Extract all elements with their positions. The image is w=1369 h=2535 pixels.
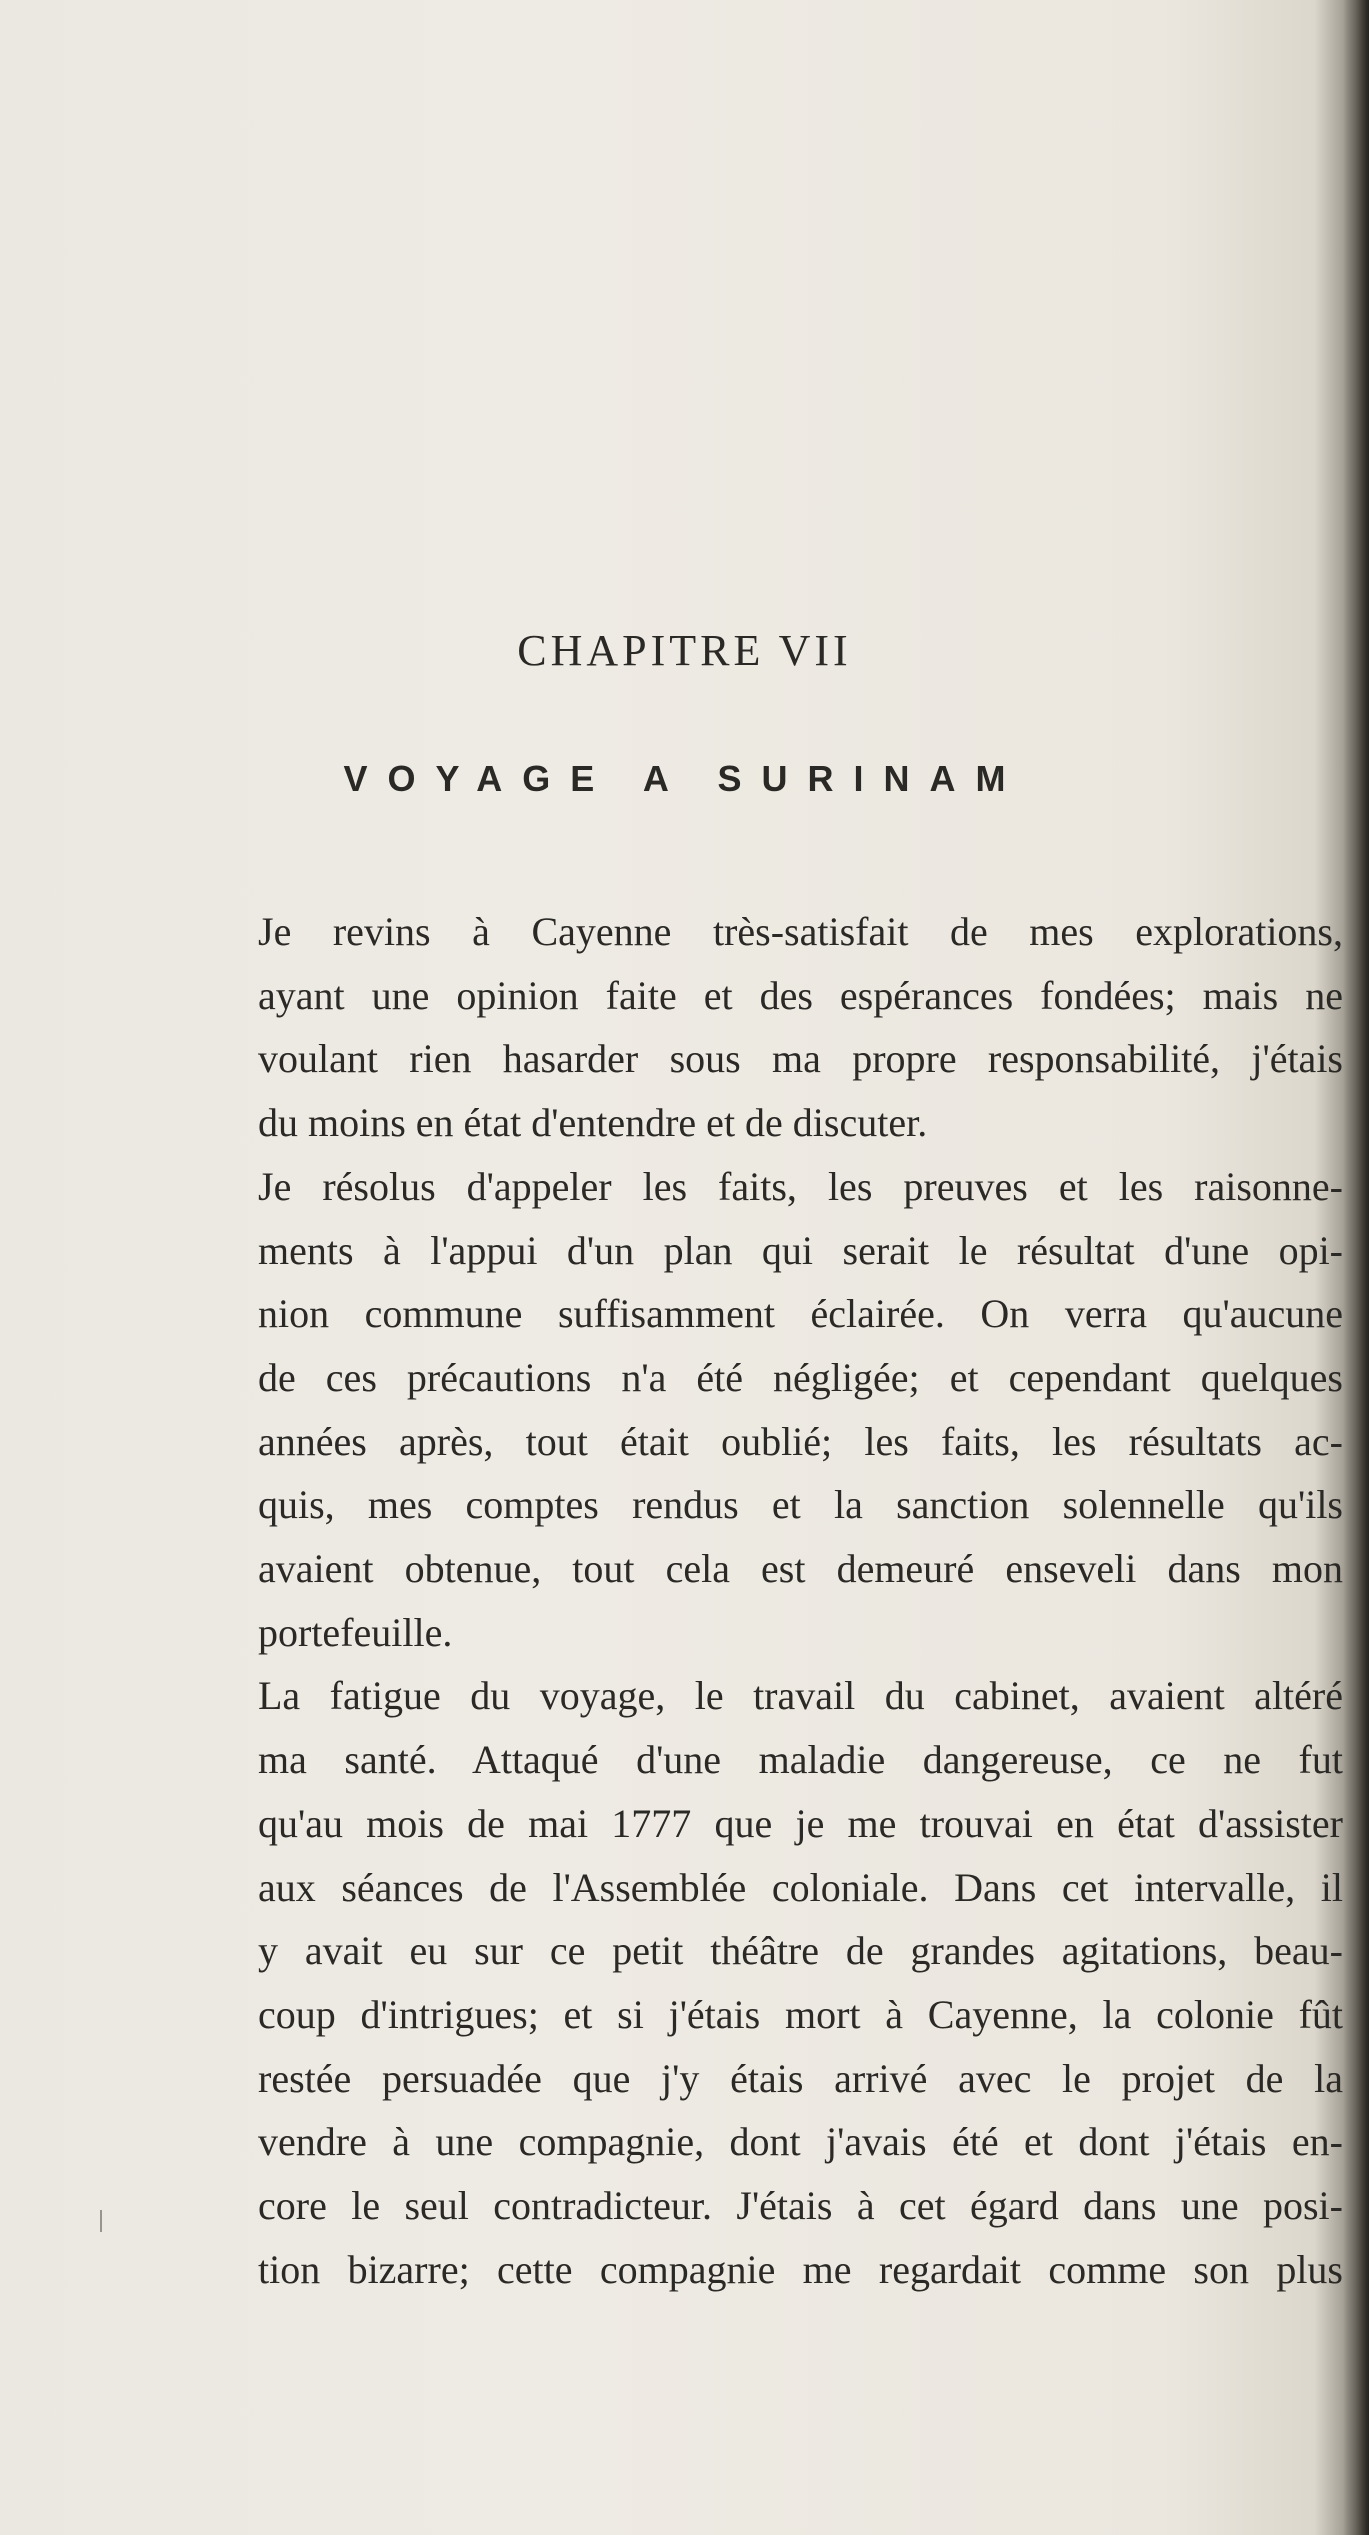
text-line: ayant une opinion faite et des espérances fondées; mais ne <box>258 972 1343 1018</box>
text-line: nion commune suffisamment éclairée. On verra qu'aucune <box>258 1291 1343 1337</box>
text-line: tion bizarre; cette compagnie me regardait comme son plus <box>258 2246 1343 2292</box>
paragraph-2 <box>258 1155 1343 1665</box>
text-line: La fatigue du voyage, le travail du cabinet, avaient altéré <box>258 1673 1343 1719</box>
page-gutter-shadow <box>1343 0 1369 2535</box>
text-line: core le seul contradicteur. J'étais à cet égard dans une posi- <box>258 2183 1343 2229</box>
text-line: du moins en état d'entendre et de discuter. <box>258 1100 928 1146</box>
text-line: quis, mes comptes rendus et la sanction solennelle qu'ils <box>258 1482 1343 1528</box>
text-line: voulant rien hasarder sous ma propre responsabilité, j'étais <box>258 1036 1343 1082</box>
text-line: années après, tout était oublié; les faits, les résultats ac- <box>258 1418 1343 1464</box>
text-line: restée persuadée que j'y étais arrivé avec le projet de la <box>258 2055 1343 2101</box>
text-line: ma santé. Attaqué d'une maladie dangereuse, ce ne fut <box>258 1737 1343 1783</box>
text-line: de ces précautions n'a été négligée; et cependant quelques <box>258 1354 1343 1400</box>
text-line: Je revins à Cayenne très-satisfait de mes explorations, <box>258 909 1343 954</box>
text-line: portefeuille. <box>258 1609 453 1655</box>
text-line: qu'au mois de mai 1777 que je me trouvai en état d'assister <box>258 1800 1343 1846</box>
chapter-title: CHAPITRE VII <box>517 626 852 675</box>
margin-mark <box>100 2210 102 2232</box>
paragraph-1 <box>258 900 1343 1155</box>
text-line: Je résolus d'appeler les faits, les preuves et les raisonne- <box>258 1163 1343 1209</box>
text-line: avaient obtenue, tout cela est demeuré enseveli dans mon <box>258 1546 1343 1592</box>
text-line: ments à l'appui d'un plan qui serait le résultat d'une opi- <box>258 1227 1343 1273</box>
paragraph-3 <box>258 1664 1343 2301</box>
text-line: y avait eu sur ce petit théâtre de grandes agitations, beau- <box>258 1928 1343 1974</box>
text-line: coup d'intrigues; et si j'étais mort à Cayenne, la colonie fût <box>258 1991 1343 2037</box>
text-line: vendre à une compagnie, dont j'avais été et dont j'étais en- <box>258 2119 1343 2165</box>
text-line: aux séances de l'Assemblée coloniale. Dans cet intervalle, il <box>258 1864 1343 1910</box>
chapter-subtitle: VOYAGE A SURINAM <box>343 758 1026 799</box>
body-text <box>258 900 1343 2301</box>
